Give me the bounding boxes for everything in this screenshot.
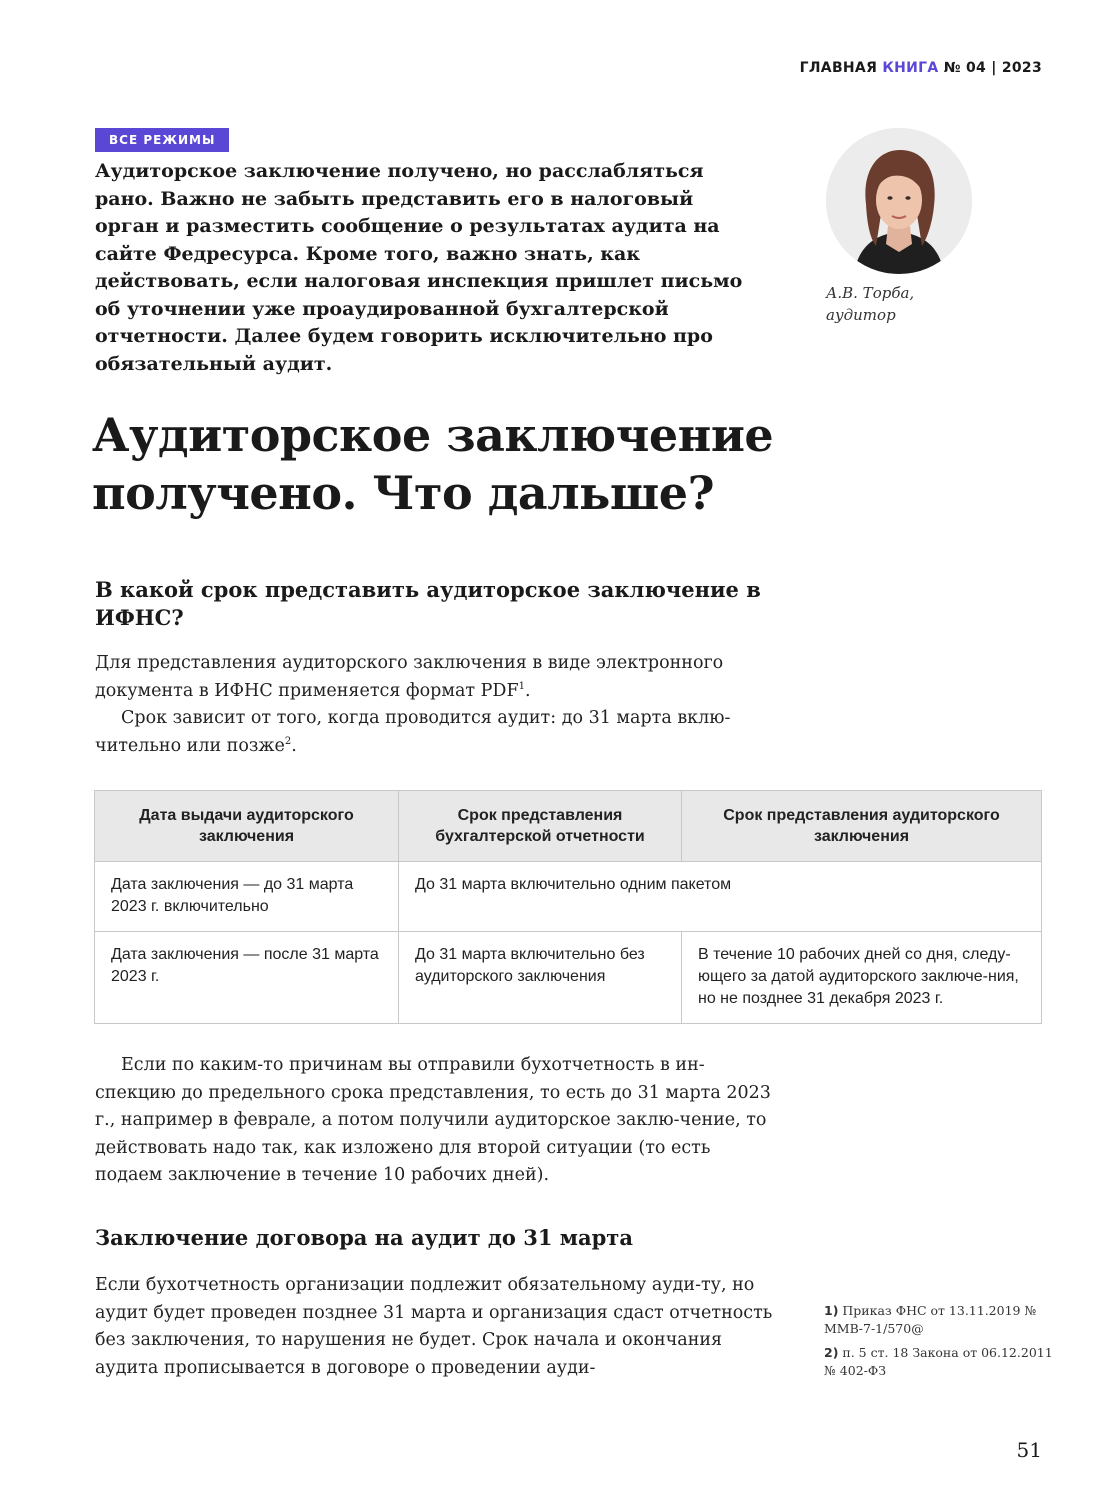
footnote-1: 1) Приказ ФНС от 13.11.2019 № ММВ-7-1/570@ [824, 1303, 1037, 1336]
author-name: А.В. Торба, [826, 284, 915, 302]
author-caption [826, 282, 976, 326]
table-cell: В течение 10 рабочих дней со дня, следу-ющего за датой аудиторского заключе-ния, но не позднее 31 декабря 2023 г. [682, 932, 1042, 1024]
table-header-row [95, 791, 1042, 862]
section2-heading: Заключение договора на аудит до 31 марта [95, 1225, 633, 1250]
table-cell: Дата заключения — после 31 марта 2023 г. [95, 932, 399, 1024]
page-header [800, 60, 1042, 76]
table-cell: До 31 марта включительно без аудиторского заключения [399, 932, 682, 1024]
article-title: Аудиторское заключение получено. Что дальше? [92, 408, 774, 520]
table-row [95, 932, 1042, 1024]
lead-paragraph: Аудиторское заключение получено, но расслабляться рано. Важно не забыть представить его в налоговый орган и разместить сообщение о результатах аудита на сайте Федресурса. Кроме того, важно знать, как действовать, если налоговая инспекция пришлет письмо об уточнении уже проаудированной бухгалтерской отчетности. Далее будем говорить исключительно про обязательный аудит. [95, 160, 743, 375]
section1-paragraph-2: Срок зависит от того, когда проводится аудит: до 31 марта вклю-чительно или позже$^2$. [95, 708, 731, 756]
table-cell: Дата заключения — до 31 марта 2023 г. включительно [95, 862, 399, 932]
section1-paragraph-1: Для представления аудиторского заключения в виде электронного документа в ИФНС применяется формат PDF$^1$. [95, 653, 724, 701]
author-photo [826, 128, 972, 274]
brand-main: ГЛАВНАЯ [799, 60, 878, 76]
table-header-cell: Дата выдачи аудиторского заключения [95, 791, 399, 862]
section2-paragraph-1: Если бухотчетность организации подлежит обязательному ауди-ту, но аудит будет проведен позднее 31 марта и организация сдаст отчетность без заключения, то нарушения не будет. Срок начала и окончания аудита прописывается в договоре о проведении ауди- [95, 1275, 773, 1378]
category-tag: ВСЕ РЕЖИМЫ [95, 128, 229, 152]
footnote-ref-2[interactable]: 2 [284, 735, 292, 747]
author-portrait-icon [826, 128, 972, 274]
page-number: 51 [1016, 1438, 1042, 1462]
issue-number: № 04 | 2023 [943, 60, 1042, 76]
body-paragraph-3: Если по каким-то причинам вы отправили бухотчетность в ин-спекцию до предельного срока представления, то есть до 31 марта 2023 г., например в феврале, а потом получили аудиторское заклю-чение, то действовать надо так, как изложено для второй ситуации (то есть подаем заключение в течение 10 рабочих дней). [95, 1055, 771, 1185]
table-row [95, 862, 1042, 932]
footnotes [824, 1302, 1054, 1386]
table-cell-merged: До 31 марта включительно одним пакетом [399, 862, 1042, 932]
deadlines-table [94, 790, 1042, 1024]
section1-heading: В какой срок представить аудиторское заключение в ИФНС? [95, 577, 761, 630]
author-role: аудитор [826, 306, 896, 324]
table-header-cell: Срок представления бухгалтерской отчетности [399, 791, 682, 862]
footnote-2: 2) п. 5 ст. 18 Закона от 06.12.2011 № 402-ФЗ [824, 1345, 1053, 1378]
brand-accent: КНИГА [882, 60, 939, 76]
table-header-cell: Срок представления аудиторского заключения [682, 791, 1042, 862]
footnote-ref-1[interactable]: 1 [518, 680, 525, 692]
